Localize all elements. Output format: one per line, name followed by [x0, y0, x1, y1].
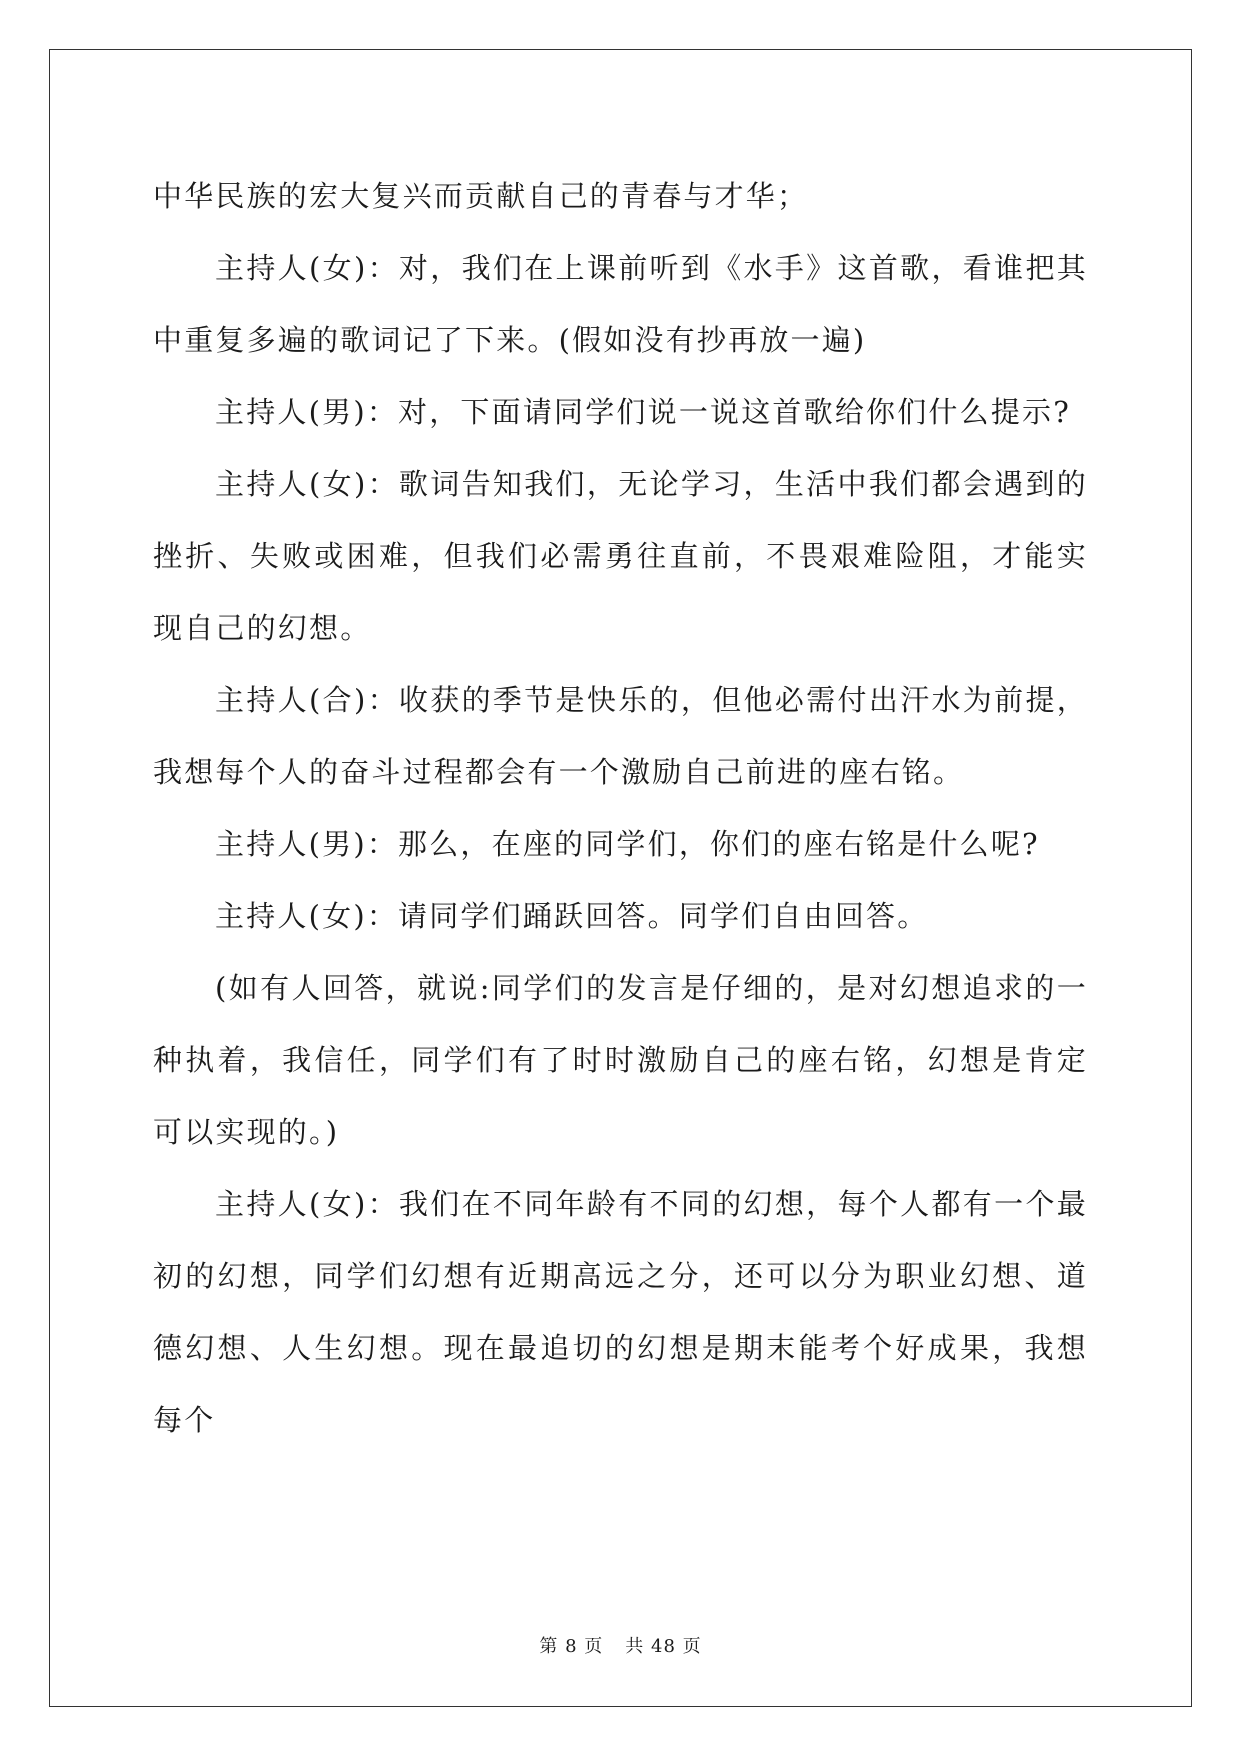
page-total: 共 48 页 — [625, 1636, 702, 1657]
page-footer — [0, 1632, 1241, 1658]
page-number: 第 8 页 — [539, 1636, 604, 1657]
paragraph: 主持人(女)：我们在不同年龄有不同的幻想，每个人都有一个最初的幻想，同学们幻想有近期高远之分，还可以分为职业幻想、道德幻想、人生幻想。现在最追切的幻想是期末能考个好成果，我想每个 — [153, 1187, 1088, 1437]
paragraph: 中华民族的宏大复兴而贡献自己的青春与才华； — [153, 179, 809, 213]
paragraph: 主持人(男)：那么，在座的同学们，你们的座右铭是什么呢? — [215, 827, 1040, 861]
paragraph: (如有人回答，就说:同学们的发言是仔细的，是对幻想追求的一种执着，我信任，同学们有了时时激励自己的座右铭，幻想是肯定可以实现的。) — [153, 971, 1088, 1149]
paragraph: 主持人(合)：收获的季节是快乐的，但他必需付出汗水为前提，我想每个人的奋斗过程都会有一个激励自己前进的座右铭。 — [153, 683, 1088, 789]
paragraph: 主持人(男)：对，下面请同学们说一说这首歌给你们什么提示? — [215, 395, 1071, 429]
paragraph: 主持人(女)：对，我们在上课前听到《水手》这首歌，看谁把其中重复多遍的歌词记了下来。(假如没有抄再放一遍) — [153, 251, 1088, 357]
document-body — [153, 160, 1088, 1456]
paragraph: 主持人(女)：歌词告知我们，无论学习，生活中我们都会遇到的挫折、失败或困难，但我们必需勇往直前，不畏艰难险阻，才能实现自己的幻想。 — [153, 467, 1088, 645]
paragraph: 主持人(女)：请同学们踊跃回答。同学们自由回答。 — [215, 899, 929, 933]
